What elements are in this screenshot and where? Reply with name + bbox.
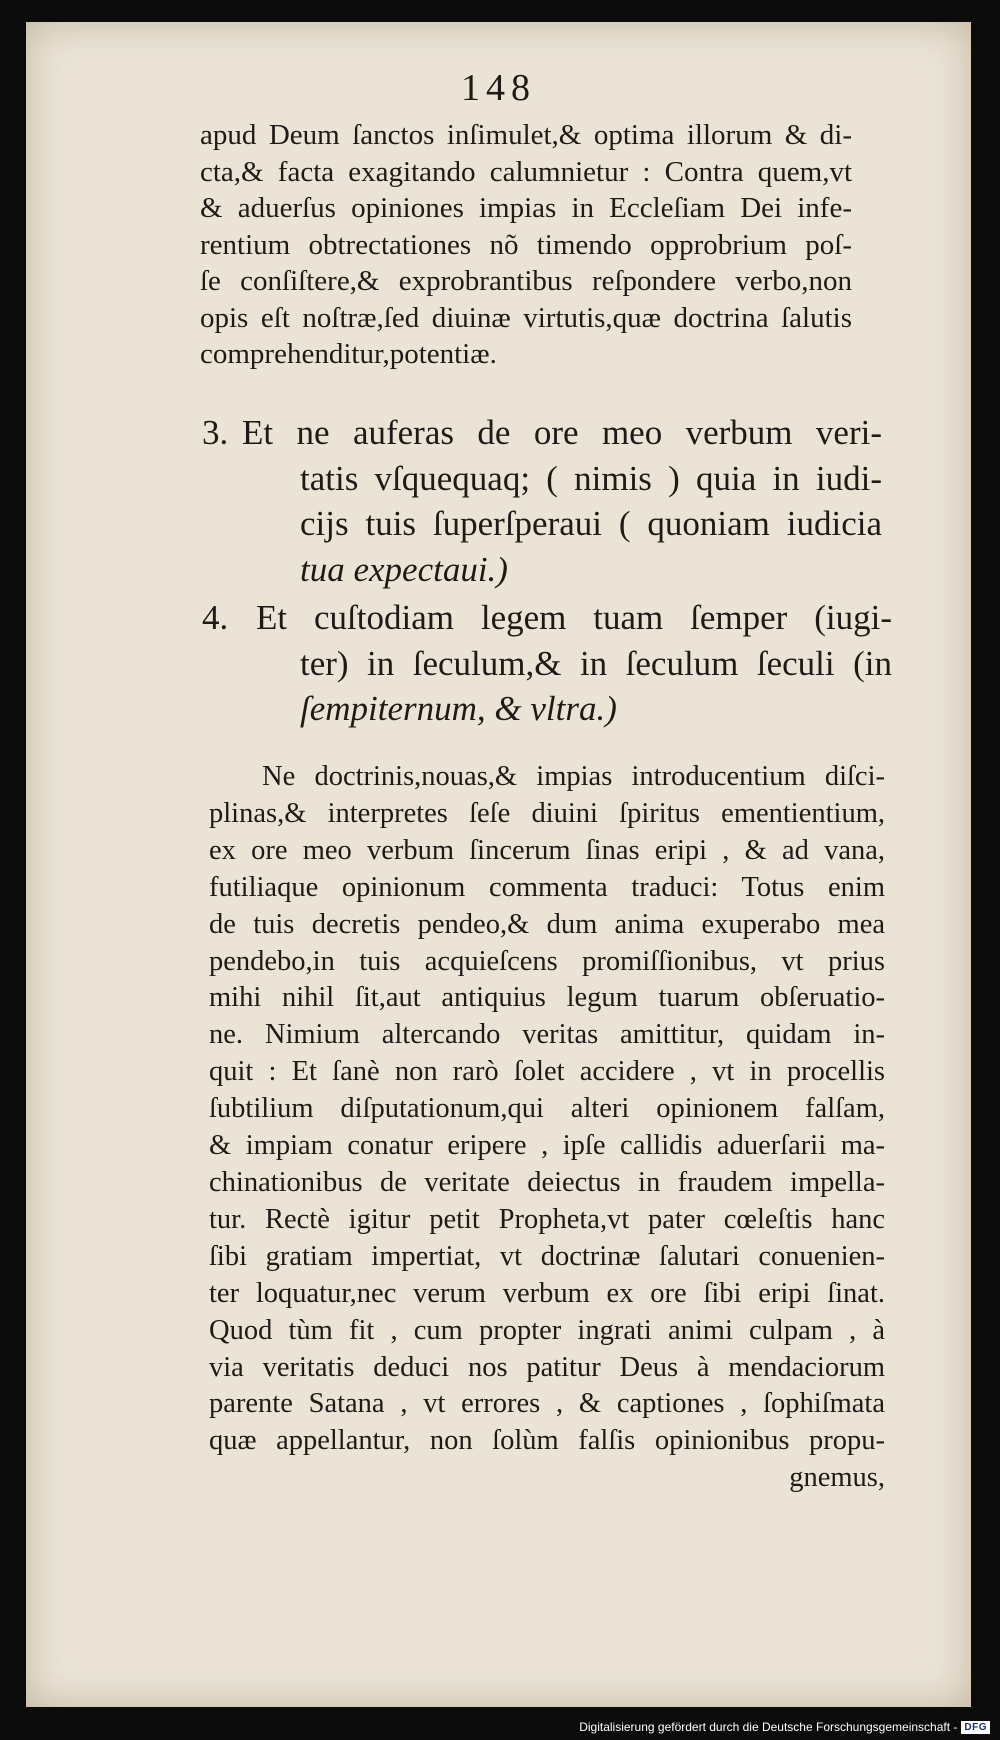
digitization-credit <box>579 1720 990 1734</box>
text-line: Quod tùm fit , cum propter ingrati animi culpam , à <box>209 1314 885 1346</box>
text-line: quit : Et ſanè non rarò ſolet accidere , vt in procellis <box>209 1056 885 1088</box>
verse-line: Et cuſtodiam legem tuam ſemper (iugi- <box>256 598 892 637</box>
verse-line: tatis vſquequaq; ( nimis ) quia in iudi- <box>300 458 882 498</box>
dfg-logo: DFG <box>961 1721 990 1734</box>
text-line: ex ore meo verbum ſincerum ſinas eripi , & ad vana, <box>209 834 885 866</box>
text-line: chinationibus de veritate deiectus in fraudem impella- <box>209 1166 885 1198</box>
text-line: mihi nihil ſit,aut antiquius legum tuarum obſeruatio- <box>209 982 885 1014</box>
text-line: pendebo,in tuis acquieſcens promiſſionibus, vt prius <box>209 945 885 977</box>
text-line: via veritatis deduci nos patitur Deus à mendaciorum <box>209 1351 885 1383</box>
intro-text <box>200 117 852 373</box>
verse-body <box>242 410 882 592</box>
text-line: ne. Nimium altercando veritas amittitur, quidam in- <box>209 1019 885 1051</box>
commentary-paragraph <box>209 759 885 1497</box>
verse-number: 3. <box>202 413 229 452</box>
text-line: rentium obtrectationes nõ timendo opprobrium poſ- <box>200 228 852 261</box>
verse-line: tua expectaui.) <box>300 549 508 589</box>
verse-line: ſempiternum, & vltra.) <box>300 689 617 728</box>
text-line: plinas,& interpretes ſeſe diuini ſpiritus ementientium, <box>209 797 885 829</box>
text-line: & aduerſus opiniones impias in Eccleſiam Dei infe- <box>200 192 852 224</box>
text-line: quæ appellantur, non ſolùm falſis opinionibus propu- <box>209 1425 885 1457</box>
credit-text: Digitalisierung gefördert durch die Deutsche Forschungsgemeinschaft - <box>579 1720 958 1734</box>
verse-line: Et ne auferas de ore meo verbum veri- <box>242 413 882 452</box>
text-line: Ne doctrinis,nouas,& impias introducentium diſci- <box>262 761 885 792</box>
verse-line: cijs tuis ſuperſperaui ( quoniam iudicia <box>300 504 882 543</box>
text-line: ter loquatur,nec verum verbum ex ore ſibi eripi ſinat. <box>209 1277 885 1309</box>
text-line: ſibi gratiam impertiat, vt doctrinæ ſalutari conuenien- <box>209 1240 885 1272</box>
verse-line: ter) in ſeculum,& in ſeculum ſeculi (in <box>300 643 892 683</box>
text-line: de tuis decretis pendeo,& dum anima exuperabo mea <box>209 908 885 940</box>
text-line: ſe conſiſtere,& exprobrantibus reſpondere verbo,non <box>200 265 852 297</box>
verse-number: 4. <box>202 598 229 637</box>
page-number: 148 <box>461 67 536 109</box>
text-line: opis eſt noſtræ,ſed diuinæ virtutis,quæ doctrina ſalutis <box>200 301 852 334</box>
catchword: gnemus, <box>789 1462 885 1494</box>
verse-body <box>256 595 892 732</box>
text-line: parente Satana , vt errores , & captiones , ſophiſmata <box>209 1388 885 1420</box>
text-line: ſubtilium diſputationum,qui alteri opinionem falſam, <box>209 1093 885 1125</box>
text-line: apud Deum ſanctos inſimulet,& optima illorum & di- <box>200 119 852 151</box>
text-line: futiliaque opinionum commenta traduci: Totus enim <box>209 871 885 903</box>
text-line: cta,& facta exagitando calumnietur : Contra quem,vt <box>200 155 852 188</box>
book-page <box>26 22 971 1707</box>
text-line: comprehenditur,potentiæ. <box>200 338 497 370</box>
text-line: tur. Rectè igitur petit Propheta,vt pater cœleſtis hanc <box>209 1203 885 1235</box>
text-line: & impiam conatur eripere , ipſe callidis aduerſarii ma- <box>209 1130 885 1162</box>
